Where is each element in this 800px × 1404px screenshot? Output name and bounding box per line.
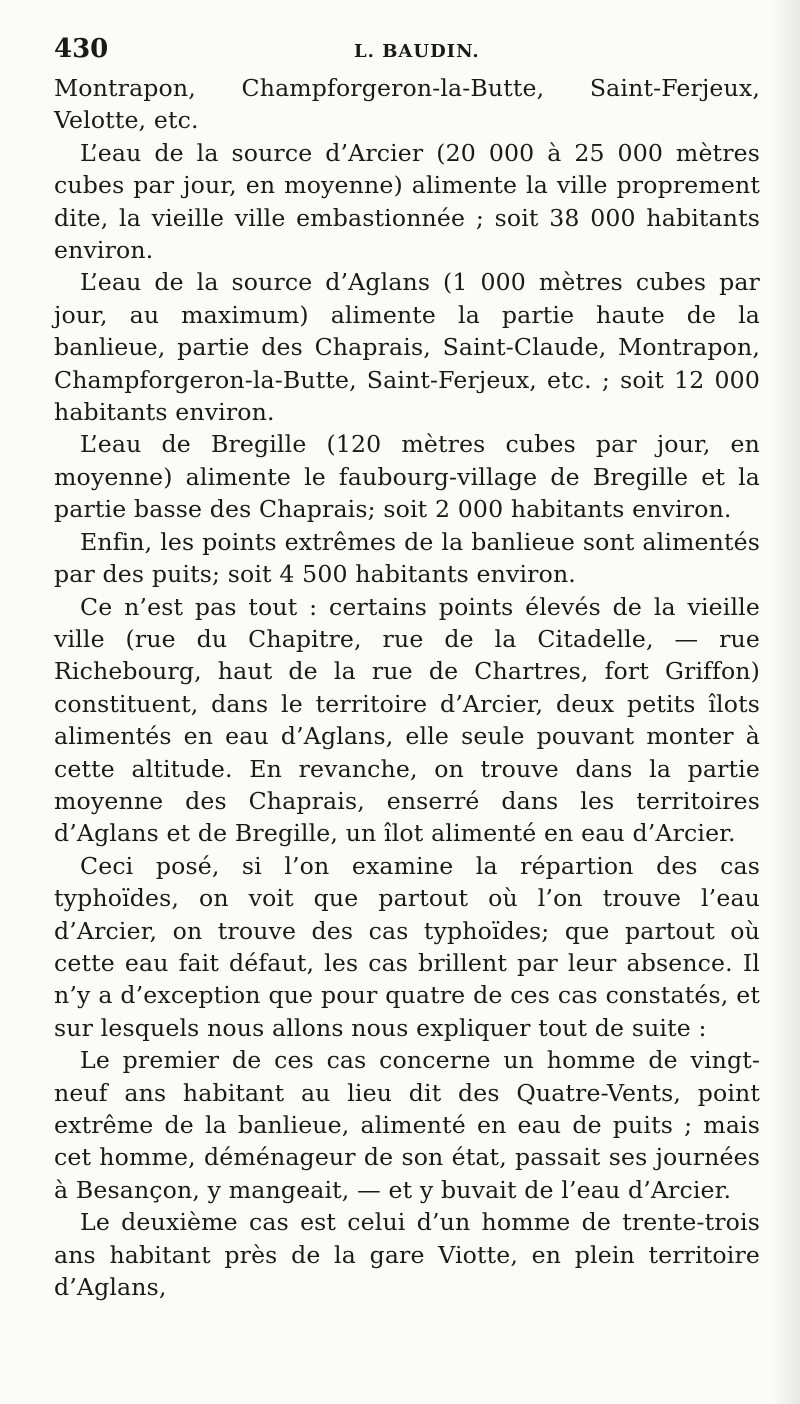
page-number: 430 bbox=[54, 34, 109, 64]
paragraph-distribution: Ceci posé, si l’on examine la répartion des cas typhoïdes, on voit que partout où l’on trouve l’eau d’Arcier, on trouve des cas typhoïdes; que partout où cette eau fait défaut, les cas brillent par leur absence. Il n’y a d’exception que pour quatre de ces cas constatés, et sur lesquels nous allons nous expliquer tout de suite : bbox=[54, 851, 760, 1042]
paragraph-second-case: Le deuxième cas est celui d’un homme de trente-trois ans habitant près de la gare Viotte, en plein territoire d’Aglans, bbox=[54, 1208, 760, 1302]
body-text bbox=[54, 72, 760, 1303]
running-head bbox=[54, 34, 760, 68]
running-title: L. BAUDIN. bbox=[354, 41, 480, 62]
paragraph-aglans-source: L’eau de la source d’Aglans (1 000 mètres cubes par jour, au maximum) alimente la partie haute de la banlieue, partie des Chaprais, Saint-Claude, Montrapon, Champforgeron-la-Butte, Saint-Ferjeux, etc. ; soit 12 000 habitants environ. bbox=[54, 268, 760, 427]
paragraph-first-case: Le premier de ces cas concerne un homme de vingt-neuf ans habitant au lieu dit des Quatre-Vents, point extrême de la banlieue, alimenté en eau de puits ; mais cet homme, déménageur de son état, passait ses journées à Besançon, y mangeait, — et y buvait de l’eau d’Arcier. bbox=[54, 1046, 760, 1204]
paragraph-wells: Enfin, les points extrêmes de la banlieue sont alimentés par des puits; soit 4 500 habitants environ. bbox=[54, 527, 760, 589]
paragraph-continuation: Montrapon, Champforgeron-la-Butte, Saint-Ferjeux, Velotte, etc. bbox=[54, 74, 760, 135]
paragraph-bregille-source: L’eau de Bregille (120 mètres cubes par jour, en moyenne) alimente le faubourg-village de Bregille et la partie basse des Chaprais; soit 2 000 habitants environ. bbox=[54, 430, 760, 524]
paragraph-islets: Ce n’est pas tout : certains points élevés de la vieille ville (rue du Chapitre, rue de la Citadelle, — rue Richebourg, haut de la rue de Chartres, fort Griffon) constituent, dans le territoire d’Arcier, deux petits îlots alimentés en eau d’Aglans, elle seule pouvant monter à cette altitude. En revanche, on trouve dans la partie moyenne des Chaprais, enserré dans les territoires d’Aglans et de Bregille, un îlot alimenté en eau d’Arcier. bbox=[54, 592, 760, 848]
paragraph-arcier-source: L’eau de la source d’Arcier (20 000 à 25 000 mètres cubes par jour, en moyenne) alimente la ville proprement dite, la vieille ville embastionnée ; soit 38 000 habitants environ. bbox=[54, 138, 760, 265]
